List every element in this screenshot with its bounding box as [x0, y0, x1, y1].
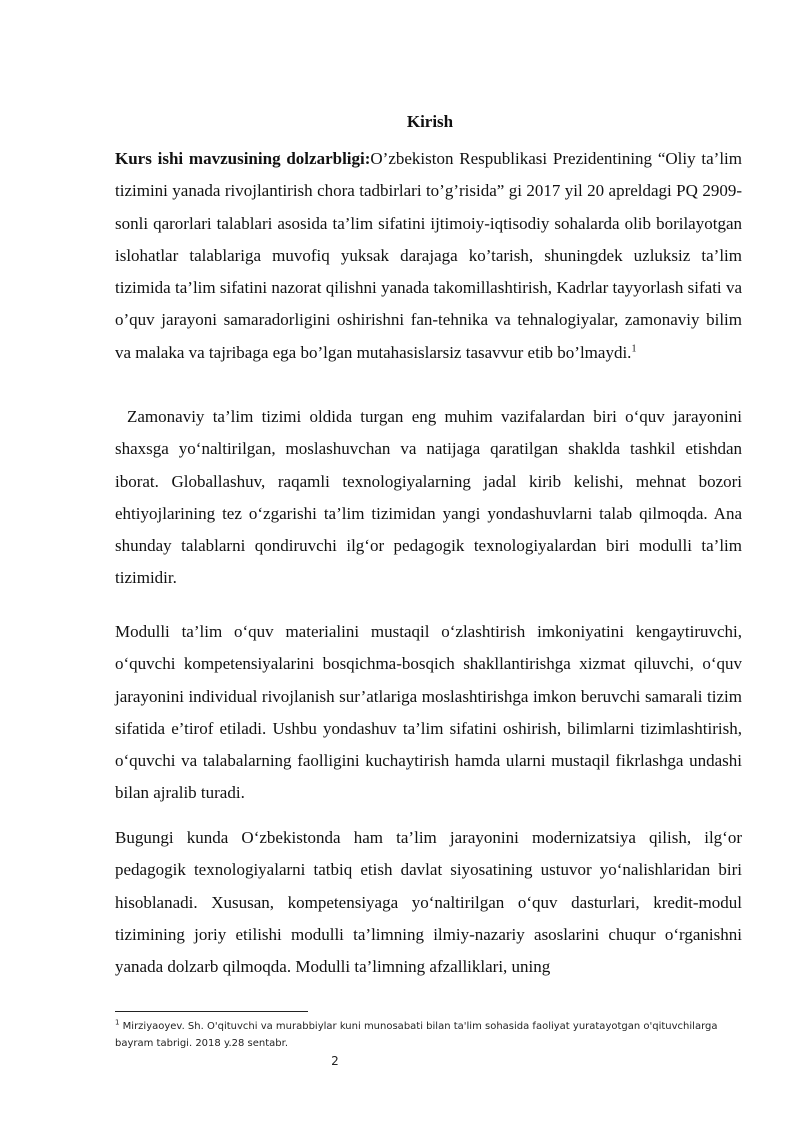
- paragraph-text: O’zbekiston Respublikasi Prezidentining “Oliy ta’lim tizimini yanada rivojlantirish chora tadbirlari to’g’risida” gi 2017 yil 20 apreldagi PQ 2909-sonli qarorlari talablari asosida ta’lim sifatini ijtimoiy-iqtisodiy sohalarda olib borilayotgan islohatlar talablariga muvofiq yuksak darajaga ko’tarish, shuningdek uzluksiz ta’lim tizimida ta’lim sifatini nazorat qilishni yanada takomillashtirish, Kadrlar tayyorlash sifati va o’quv jarayoni samaradorligini oshirishni fan-tehnika va tehnalogiyalar, zamonaviy bilim va malaka va tajribaga ega bo’lgan mutahasislarsiz tasavvur etib bo’lmaydi.: [115, 149, 742, 362]
- footnote-number: 1: [115, 1018, 120, 1027]
- footnote-reference[interactable]: 1: [631, 343, 637, 355]
- paragraph-lead: Kurs ishi mavzusining dolzarbligi:: [115, 149, 371, 168]
- page-number: 2: [331, 1054, 339, 1068]
- paragraph-modular-education: Modulli ta’lim oʻquv materialini mustaqil oʻzlashtirish imkoniyatini kengaytiruvchi, oʻquvchi kompetensiyalarini bosqichma-bosqich shakllantirishga xizmat qiluvchi, oʻquv jarayonini individual rivojlanish sur’atlariga moslashtirishga imkon beruvchi samarali tizim sifatida e’tirof etiladi. Ushbu yondashuv ta’lim sifatini oshirish, bilimlarni tizimlashtirish, oʻquvchi va talabalarning faolligini kuchaytirish hamda ularni mustaqil fikrlashga undashi bilan ajralib turadi.: [115, 622, 742, 803]
- footnote: [115, 1018, 745, 1052]
- footnote-separator: [115, 1011, 308, 1012]
- footnote-text: Mirziyaoyev. Sh. O'qituvchi va murabbiylar kuni munosabati bilan ta'lim sohasida faoliyat yuratayotgan o'qituvchilarga bayram tabrigi. 2018 y.28 sentabr.: [115, 1021, 718, 1049]
- paragraph-modern-education: Zamonaviy ta’lim tizimi oldida turgan eng muhim vazifalardan biri oʻquv jarayonini shaxsga yoʻnaltirilgan, moslashuvchan va natijaga qaratilgan shaklda tashkil etishdan iborat. Globallashuv, raqamli texnologiyalarning jadal kirib kelishi, mehnat bozori ehtiyojlarining tez oʻzgarishi ta’lim tizimidan yangi yondashuvlarni talab qilmoqda. Ana shunday talablarni qondiruvchi ilgʻor pedagogik texnologiyalardan biri modulli ta’lim tizimidir.: [115, 407, 742, 588]
- section-heading: Kirish: [406, 112, 454, 131]
- paragraph-uzbekistan: Bugungi kunda Oʻzbekistonda ham ta’lim jarayonini modernizatsiya qilish, ilgʻor pedagogik texnologiyalarni tatbiq etish davlat siyosatining ustuvor yoʻnalishlaridan biri hisoblanadi. Xususan, kompetensiyaga yoʻnaltirilgan oʻquv dasturlari, kredit-modul tizimining joriy etilishi modulli ta’limning ilmiy-nazariy asoslarini chuqur oʻrganishni yanada dolzarb qilmoqda. Modulli ta’limning afzalliklari, uning: [115, 828, 742, 977]
- paragraph-relevance: [115, 143, 742, 369]
